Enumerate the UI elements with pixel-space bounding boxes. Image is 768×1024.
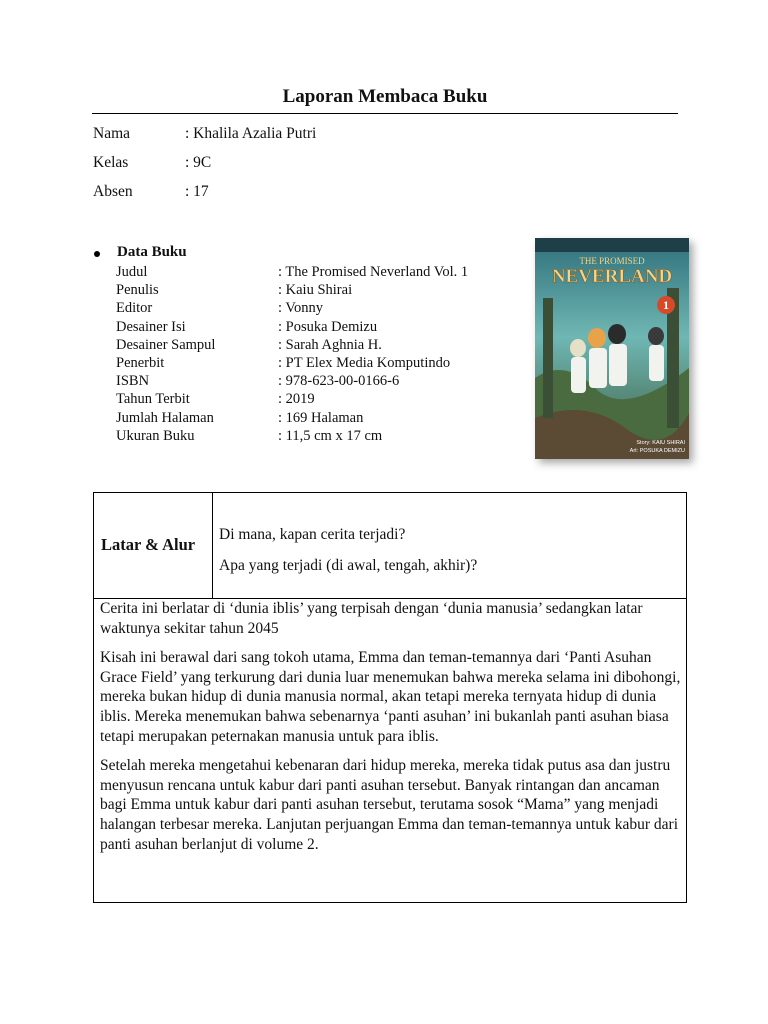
book-data-label: Desainer Isi (116, 318, 186, 335)
identity-label: Absen (93, 183, 133, 200)
summary-table-questions (219, 519, 477, 581)
book-data-label: Penerbit (116, 354, 165, 371)
book-data-label: Tahun Terbit (116, 391, 190, 408)
book-data-value: : Kaiu Shirai (278, 282, 353, 299)
book-data-value: : 169 Halaman (278, 409, 364, 426)
cover-title-large: NEVERLAND (551, 266, 673, 287)
question-where-when: Di mana, kapan cerita terjadi? (219, 526, 406, 543)
cover-credit-story: Story: KAIU SHIRAI (636, 440, 685, 446)
book-data-label: Judul (116, 264, 148, 280)
identity-value: : 9C (185, 154, 212, 171)
cover-volume-number: 1 (663, 298, 669, 312)
book-data-value: : Sarah Aghnia H. (278, 336, 382, 353)
book-data-label: ISBN (116, 373, 150, 390)
cover-title-small: THE PROMISED (579, 256, 645, 266)
book-data-value: : Posuka Demizu (278, 318, 378, 335)
book-data-value: : 11,5 cm x 17 cm (278, 427, 383, 444)
book-cover-illustration (535, 238, 689, 459)
bullet-icon (94, 251, 100, 257)
book-data-label: Jumlah Halaman (116, 409, 214, 426)
book-data-value: : PT Elex Media Komputindo (278, 354, 451, 371)
book-data-label: Desainer Sampul (116, 336, 216, 353)
book-data-label: Ukuran Buku (116, 427, 195, 444)
page-title: Laporan Membaca Buku (282, 86, 488, 107)
summary-table-header-cell (94, 493, 213, 598)
book-data-value: : Vonny (278, 300, 323, 317)
summary-paragraph-ending: Setelah mereka mengetahui kebenaran dari hidup mereka, mereka tidak putus asa dan justru menyusun rencana untuk kabur dari panti asuhan tersebut. Banyak rintangan dan ancaman bagi Emma untuk kabur dari panti asuhan tersebut, terutama sosok “Mama” yang menjadi halangan terbesar mereka. Lanjutan perjuangan Emma dan teman-temannya untuk kabur dari panti asuhan berlanjut di volume 2. (100, 757, 678, 853)
question-what-happened: Apa yang terjadi (di awal, tengah, akhir)? (219, 557, 478, 574)
summary-table-header-row (94, 493, 686, 599)
book-data-value: : 2019 (278, 391, 315, 408)
title-underline (92, 113, 678, 114)
identity-label: Kelas (93, 154, 129, 171)
cover-credit-art: Art: POSUKA DEMIZU (629, 448, 685, 454)
summary-table-body (100, 599, 682, 864)
summary-table-header-label: Latar & Alur (101, 535, 196, 554)
summary-table (93, 492, 687, 903)
book-data-label: Editor (116, 300, 153, 317)
book-cover-image (535, 238, 689, 459)
book-data-heading-label: Data Buku (117, 244, 187, 260)
identity-value: : 17 (185, 183, 209, 200)
summary-paragraph-beginning: Kisah ini berawal dari sang tokoh utama, Emma dan teman-temannya dari ‘Panti Asuhan Grace Field’ yang terkurung dari dunia luar menemukan bahwa mereka selama ini dibohongi, mereka bukan hidup di dunia manusia normal, akan tetapi mereka ternyata hidup di dunia iblis. Mereka menemukan bahwa sebenarnya ‘panti asuhan’ ini bukanlah panti asuhan biasa tetapi merupakan peternakan manusia untuk para iblis. (100, 649, 681, 745)
summary-paragraph-setting: Cerita ini berlatar di ‘dunia iblis’ yang terpisah dengan ‘dunia manusia’ sedangkan latar waktunya sekitar tahun 2045 (100, 600, 643, 637)
book-data-value: : 978-623-00-0166-6 (278, 373, 400, 390)
identity-label: Nama (93, 125, 131, 142)
book-data-value: : The Promised Neverland Vol. 1 (278, 264, 469, 280)
book-data-label: Penulis (116, 282, 159, 299)
identity-value: : Khalila Azalia Putri (185, 125, 317, 142)
